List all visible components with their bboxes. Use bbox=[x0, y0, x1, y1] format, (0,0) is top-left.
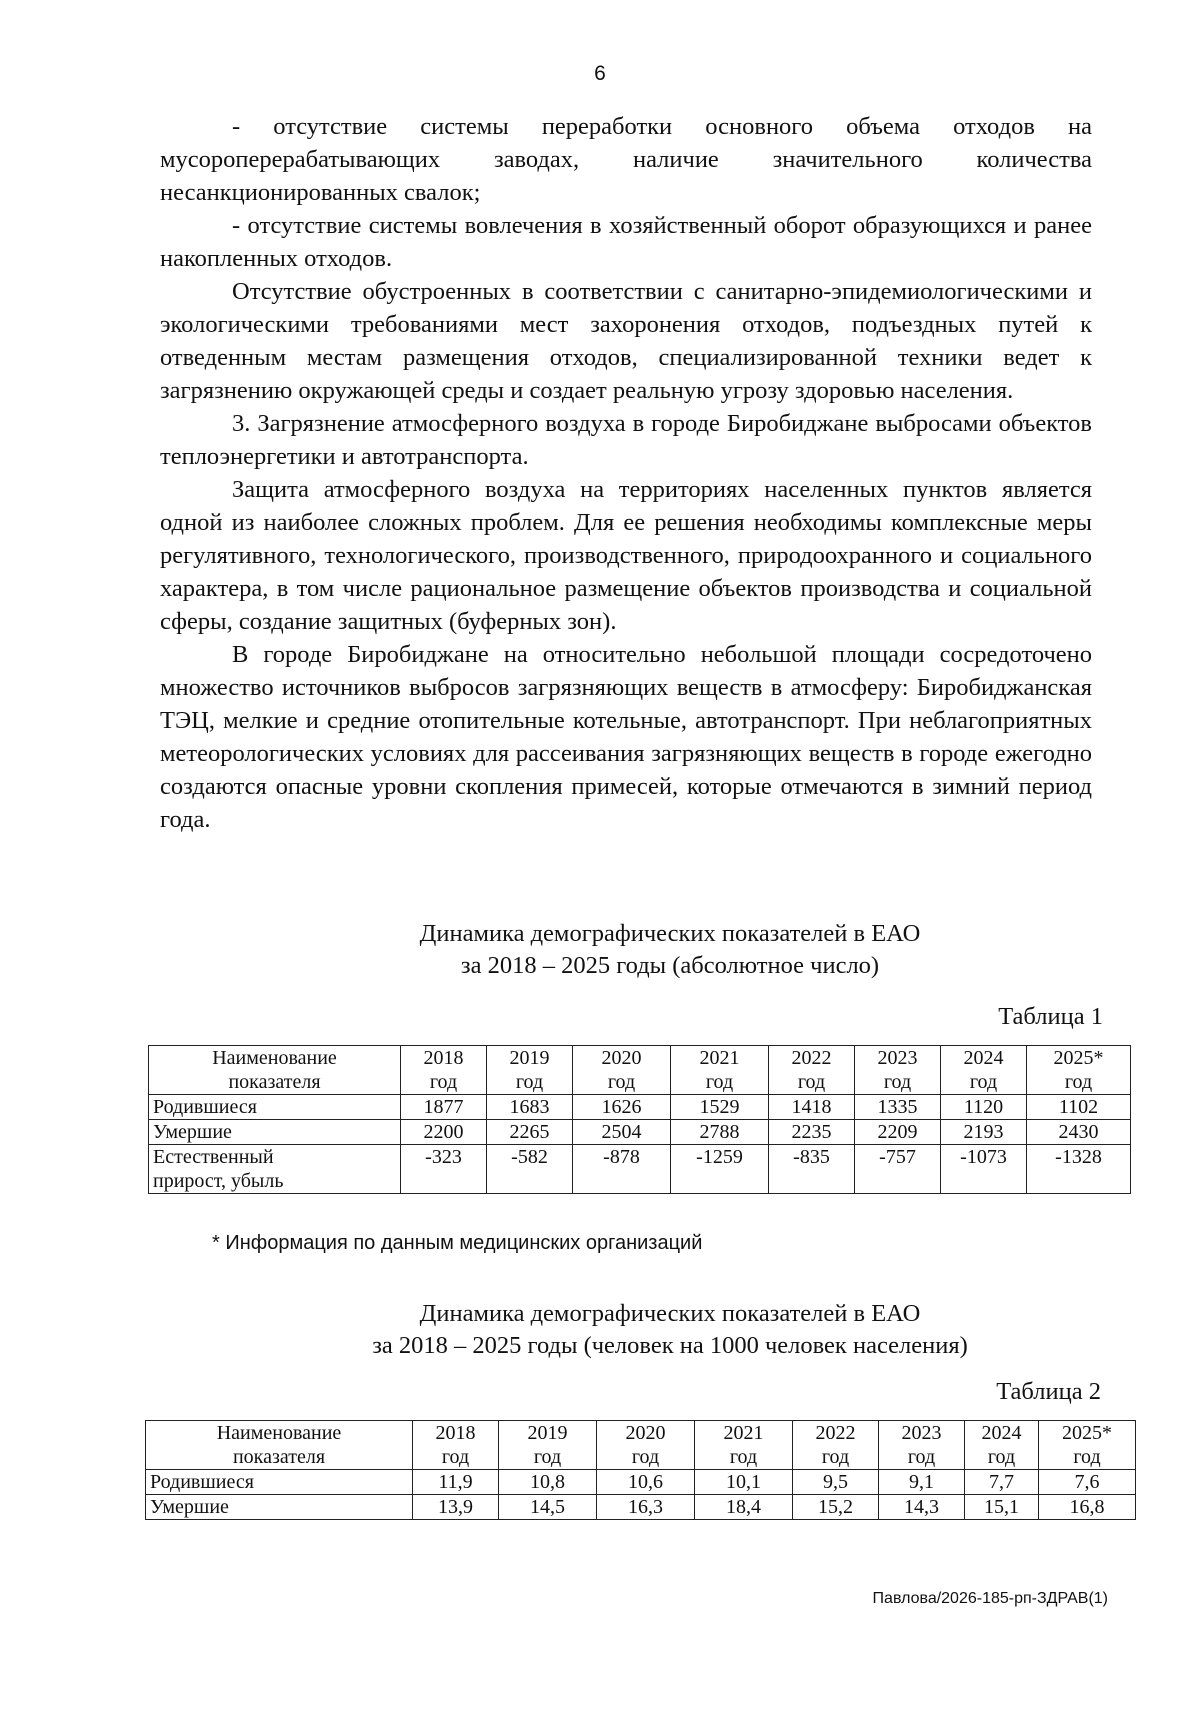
header-text: показателя bbox=[228, 1071, 321, 1093]
paragraph: Отсутствие обустроенных в соответствии с санитарно-эпидемиологическими и экологическими требованиями мест захоронения отходов, подъездных путей к отведенным местам размещения отходов, специализированной техники ведет к загрязнению окружающей среды и создает реальную угрозу здоровью населения. bbox=[160, 278, 1092, 404]
header-unit: год bbox=[705, 1071, 734, 1093]
table-cell: 2193 bbox=[941, 1120, 1027, 1145]
table-cell: 15,2 bbox=[793, 1495, 879, 1520]
table-header-row bbox=[149, 1046, 1131, 1095]
header-cell bbox=[597, 1421, 695, 1470]
table-cell: 10,1 bbox=[695, 1470, 793, 1495]
header-cell bbox=[401, 1046, 487, 1095]
header-year: 2025* bbox=[1062, 1422, 1112, 1444]
table-cell: -835 bbox=[769, 1145, 855, 1194]
header-unit: год bbox=[631, 1446, 660, 1468]
table-cell: 10,6 bbox=[597, 1470, 695, 1495]
table1-title-line1: Динамика демографических показателей в ЕАО bbox=[419, 920, 921, 947]
table2-title-line1: Динамика демографических показателей в ЕАО bbox=[419, 1300, 921, 1327]
header-cell bbox=[1027, 1046, 1131, 1095]
header-year: 2025* bbox=[1053, 1047, 1104, 1069]
header-year: 2021 bbox=[699, 1047, 740, 1069]
table2-title-line2: за 2018 – 2025 годы (человек на 1000 человек населения) bbox=[372, 1332, 968, 1359]
header-cell bbox=[413, 1421, 499, 1470]
header-cell bbox=[499, 1421, 597, 1470]
row-label: Родившиеся bbox=[146, 1470, 413, 1495]
header-cell bbox=[1039, 1421, 1136, 1470]
header-unit: год bbox=[533, 1446, 562, 1468]
table-cell: 1418 bbox=[769, 1095, 855, 1120]
table-row bbox=[146, 1470, 1136, 1495]
header-cell bbox=[149, 1046, 401, 1095]
table-cell: 2430 bbox=[1027, 1120, 1131, 1145]
table2-label: Таблица 2 bbox=[996, 1378, 1101, 1405]
body-text bbox=[160, 110, 1092, 836]
table-cell: 1120 bbox=[941, 1095, 1027, 1120]
header-cell bbox=[487, 1046, 573, 1095]
table-cell: 1335 bbox=[855, 1095, 941, 1120]
table-cell: -1328 bbox=[1027, 1145, 1131, 1194]
table-cell: 1529 bbox=[671, 1095, 769, 1120]
page-number: 6 bbox=[594, 62, 606, 85]
table-cell: 11,9 bbox=[413, 1470, 499, 1495]
paragraph: - отсутствие системы вовлечения в хозяйственный оборот образующихся и ранее накопленных отходов. bbox=[160, 212, 1092, 272]
header-unit: год bbox=[821, 1446, 850, 1468]
header-year: 2023 bbox=[901, 1422, 942, 1444]
table-cell: -1073 bbox=[941, 1145, 1027, 1194]
header-cell bbox=[146, 1421, 413, 1470]
table1-label: Таблица 1 bbox=[998, 1003, 1103, 1030]
table-cell: 2788 bbox=[671, 1120, 769, 1145]
header-unit: год bbox=[441, 1446, 470, 1468]
header-unit: год bbox=[883, 1071, 912, 1093]
table-cell: 1877 bbox=[401, 1095, 487, 1120]
row-label-text: прирост, убыль bbox=[153, 1170, 284, 1192]
header-unit: год bbox=[987, 1446, 1016, 1468]
table-cell: -582 bbox=[487, 1145, 573, 1194]
table-cell: 1626 bbox=[573, 1095, 671, 1120]
table-cell: 1683 bbox=[487, 1095, 573, 1120]
header-year: 2020 bbox=[601, 1047, 642, 1069]
paragraph: - отсутствие системы переработки основного объема отходов на мусороперерабатывающих заводах, наличие значительного количества несанкционированных свалок; bbox=[160, 113, 1092, 206]
header-unit: год bbox=[1064, 1071, 1093, 1093]
header-year: 2022 bbox=[791, 1047, 832, 1069]
row-label: Умершие bbox=[149, 1120, 401, 1145]
row-label-text: Естественный bbox=[153, 1146, 274, 1168]
header-cell bbox=[879, 1421, 965, 1470]
table-cell: 7,6 bbox=[1039, 1470, 1136, 1495]
table-cell: 9,1 bbox=[879, 1470, 965, 1495]
row-label bbox=[149, 1145, 401, 1194]
header-cell bbox=[793, 1421, 879, 1470]
header-unit: год bbox=[429, 1071, 458, 1093]
table-cell: 2235 bbox=[769, 1120, 855, 1145]
header-year: 2022 bbox=[815, 1422, 856, 1444]
table-cell: 10,8 bbox=[499, 1470, 597, 1495]
table-cell: -878 bbox=[573, 1145, 671, 1194]
table-row bbox=[149, 1145, 1131, 1194]
table-cell: 2209 bbox=[855, 1120, 941, 1145]
header-unit: год bbox=[515, 1071, 544, 1093]
header-cell bbox=[855, 1046, 941, 1095]
table-cell: 14,3 bbox=[879, 1495, 965, 1520]
header-cell bbox=[671, 1046, 769, 1095]
header-year: 2020 bbox=[625, 1422, 666, 1444]
table1-footnote: * Информация по данным медицинских организаций bbox=[212, 1232, 703, 1254]
table-cell: -323 bbox=[401, 1145, 487, 1194]
header-year: 2019 bbox=[527, 1422, 568, 1444]
header-cell bbox=[941, 1046, 1027, 1095]
table-cell: 14,5 bbox=[499, 1495, 597, 1520]
header-unit: год bbox=[907, 1446, 936, 1468]
table-cell: 16,3 bbox=[597, 1495, 695, 1520]
header-text: показателя bbox=[232, 1446, 326, 1468]
table-header-row bbox=[146, 1421, 1136, 1470]
header-unit: год bbox=[1073, 1446, 1101, 1468]
table1-title-line2: за 2018 – 2025 годы (абсолютное число) bbox=[460, 952, 880, 979]
table-cell: 15,1 bbox=[965, 1495, 1039, 1520]
table-cell: -1259 bbox=[671, 1145, 769, 1194]
table-cell: 7,7 bbox=[965, 1470, 1039, 1495]
table-cell: -757 bbox=[855, 1145, 941, 1194]
header-year: 2023 bbox=[877, 1047, 918, 1069]
table-cell: 1102 bbox=[1027, 1095, 1131, 1120]
paragraph: В городе Биробиджане на относительно небольшой площади сосредоточено множество источников выбросов загрязняющих веществ в атмосферу: Биробиджанская ТЭЦ, мелкие и средние отопительные котельные, автотранспорт. При неблагоприятных метеорологических условиях для рассеивания загрязняющих веществ в городе ежегодно создаются опасные уровни скопления примесей, которые отмечаются в зимний период года. bbox=[160, 641, 1092, 833]
table2-title bbox=[0, 1298, 1200, 1362]
row-label: Родившиеся bbox=[149, 1095, 401, 1120]
header-unit: год bbox=[797, 1071, 826, 1093]
table-cell: 16,8 bbox=[1039, 1495, 1136, 1520]
header-year: 2024 bbox=[981, 1422, 1022, 1444]
header-unit: год bbox=[969, 1071, 998, 1093]
table-cell: 2200 bbox=[401, 1120, 487, 1145]
table1-title bbox=[0, 918, 1200, 982]
table-row bbox=[149, 1095, 1131, 1120]
header-text: Наименование bbox=[212, 1047, 337, 1069]
paragraph: 3. Загрязнение атмосферного воздуха в городе Биробиджане выбросами объектов теплоэнергетики и автотранспорта. bbox=[160, 410, 1092, 470]
paragraph: Защита атмосферного воздуха на территориях населенных пунктов является одной из наиболее сложных проблем. Для ее решения необходимы комплексные меры регулятивного, технологического, производственного, природоохранного и социального характера, в том числе рациональное размещение объектов производства и социальной сферы, создание защитных (буферных зон). bbox=[160, 476, 1092, 635]
table-cell: 9,5 bbox=[793, 1470, 879, 1495]
table2 bbox=[145, 1420, 1136, 1520]
header-cell bbox=[965, 1421, 1039, 1470]
header-year: 2018 bbox=[435, 1422, 476, 1444]
row-label: Умершие bbox=[146, 1495, 413, 1520]
table-cell: 2504 bbox=[573, 1120, 671, 1145]
header-year: 2021 bbox=[723, 1422, 764, 1444]
header-unit: год bbox=[729, 1446, 758, 1468]
header-year: 2024 bbox=[963, 1047, 1004, 1069]
document-code: Павлова/2026-185-рп-ЗДРАВ(1) bbox=[872, 1590, 1108, 1607]
header-cell bbox=[769, 1046, 855, 1095]
table1 bbox=[148, 1045, 1131, 1194]
table-cell: 2265 bbox=[487, 1120, 573, 1145]
header-year: 2018 bbox=[423, 1047, 464, 1069]
header-year: 2019 bbox=[509, 1047, 550, 1069]
table-cell: 13,9 bbox=[413, 1495, 499, 1520]
header-cell bbox=[695, 1421, 793, 1470]
table-row bbox=[146, 1495, 1136, 1520]
header-unit: год bbox=[607, 1071, 636, 1093]
table-row bbox=[149, 1120, 1131, 1145]
table-cell: 18,4 bbox=[695, 1495, 793, 1520]
header-cell bbox=[573, 1046, 671, 1095]
header-text: Наименование bbox=[216, 1422, 342, 1444]
